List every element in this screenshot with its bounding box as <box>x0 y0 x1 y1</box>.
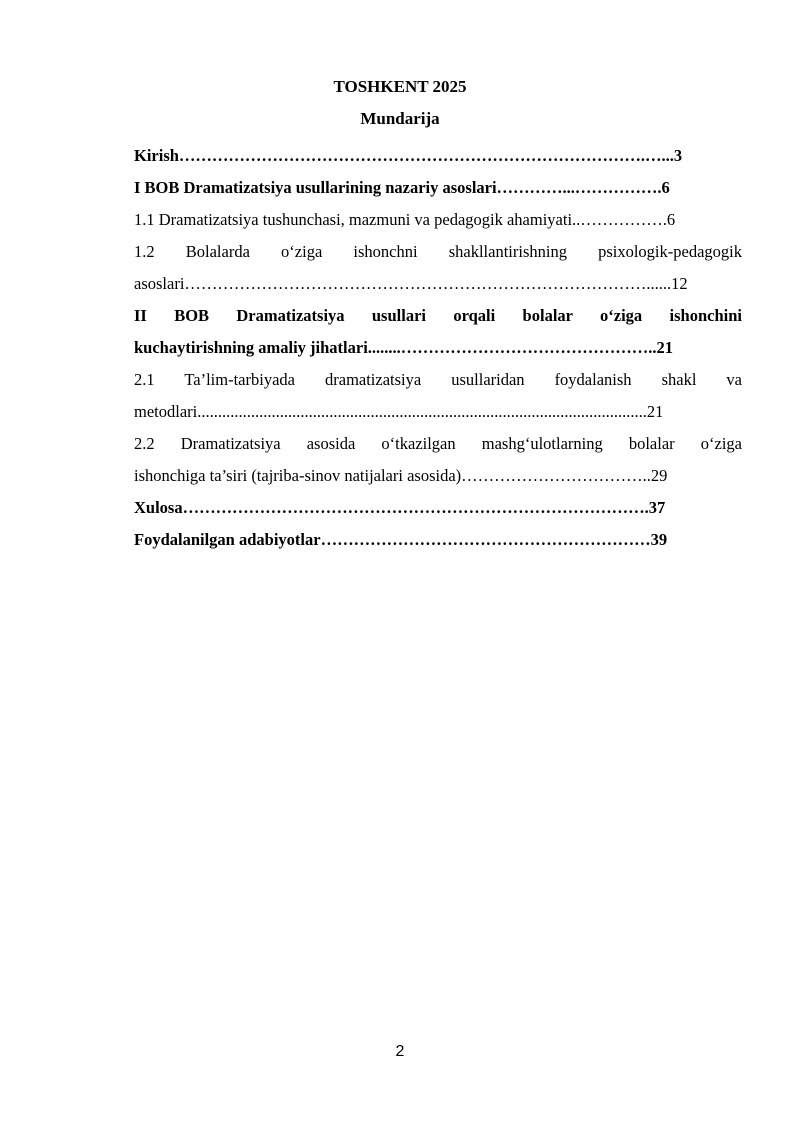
page-number: 2 <box>395 1043 405 1060</box>
toc-entry-section-2-2-line1: 2.2 Dramatizatsiya asosida o‘tkazilgan mashg‘ulotlarning bolalar o‘ziga <box>134 434 742 453</box>
toc-entry-xulosa: Xulosa………………………………………………………………………….37 <box>134 498 666 517</box>
toc-entry-section-1-2-line2: asoslari…………………………………………………………………………......12 <box>134 274 688 293</box>
toc-entry-section-1-2-line1: 1.2 Bolalarda o‘ziga ishonchni shakllantirishning psixologik-pedagogik <box>134 242 742 261</box>
toc-entry-chapter-1: I BOB Dramatizatsiya usullarining nazariy asoslari…………...…………….6 <box>134 178 670 197</box>
toc-entry-chapter-2-line1: II BOB Dramatizatsiya usullari orqali bolalar o‘ziga ishonchini <box>134 306 742 325</box>
page-title: Mundarija <box>360 109 440 128</box>
city-year-heading: TOSHKENT 2025 <box>333 77 467 96</box>
toc-entry-section-1-1: 1.1 Dramatizatsiya tushunchasi, mazmuni va pedagogik ahamiyati..…………….6 <box>134 210 676 229</box>
toc-entry-kirish: Kirish………………………………………………………………………….…...3 <box>134 146 683 165</box>
toc-entry-chapter-2-line2: kuchaytirishning amaliy jihatlari........………………………………………..21 <box>134 338 674 357</box>
toc-entry-section-2-1-line1: 2.1 Ta’lim-tarbiyada dramatizatsiya usullaridan foydalanish shakl va <box>134 370 742 389</box>
table-of-contents <box>134 140 742 556</box>
toc-entry-section-2-1-line2: metodlari.............................................................................................................21 <box>134 402 664 421</box>
toc-entry-adabiyotlar: Foydalanilgan adabiyotlar……………………………………………………39 <box>134 530 668 549</box>
toc-entry-section-2-2-line2: ishonchiga ta’siri (tajriba-sinov natijalari asosida)……………………………..29 <box>134 466 668 485</box>
